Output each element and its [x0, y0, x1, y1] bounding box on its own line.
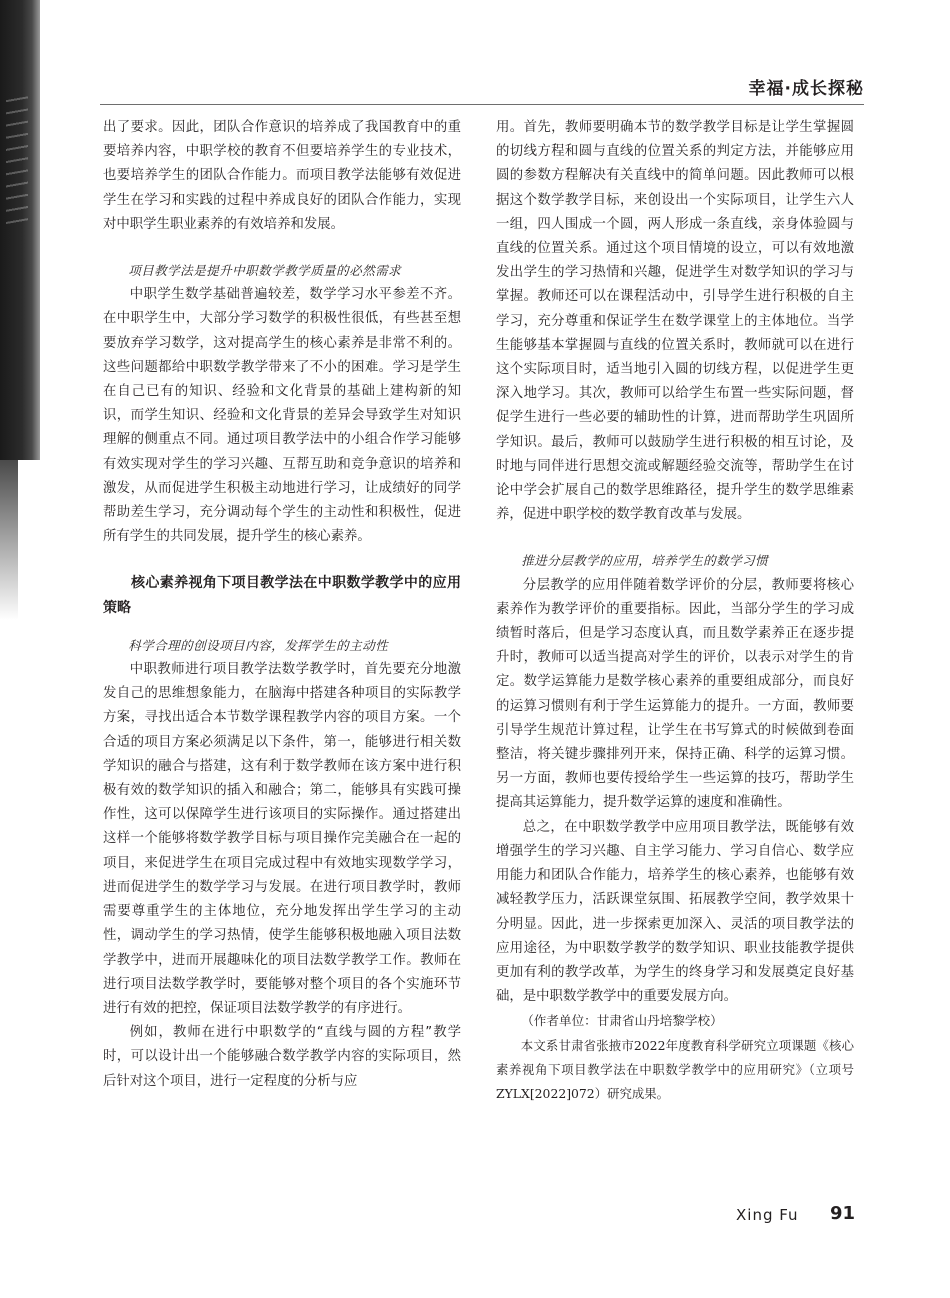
photo-edge-strip — [0, 0, 40, 460]
right-paragraph-1: 用。首先，教师要明确本节的数学教学目标是让学生掌握圆的切线方程和圆与直线的位置关系的判定方法，并能够应用圆的参数方程解决有关直线中的简单问题。因此教师可以根据这个数学教学目标，来创设出一个实际项目，让学生六人一组，四人围成一个圆，两人形成一条直线，亲身体验圆与直线的位置关系。通过这个项目情境的设立，可以有效地激发出学生的学习热情和兴趣，促进学生对数学知识的学习与掌握。教师还可以在课程活动中，引导学生进行积极的自主学习，充分尊重和保证学生在数学课堂上的主体地位。当学生能够基本掌握圆与直线的位置关系时，教师就可以在进行这个实际项目时，适当地引入圆的切线方程，以促进学生更深入地学习。其次，教师可以给学生布置一些实际问题，督促学生进行一些必要的辅助性的计算，进而帮助学生巩固所学知识。最后，教师可以鼓励学生进行积极的相互讨论，及时地与同伴进行思想交流或解题经验交流等，帮助学生在讨论中学会扩展自己的数学思维路径，提升学生的数学思维素养，促进中职学校的数学教育改革与发展。 — [496, 120, 854, 523]
right-paragraph-3: 总之，在中职数学教学中应用项目教学法，既能够有效增强学生的学习兴趣、自主学习能力、学习自信心、数学应用能力和团队合作能力，培养学生的核心素养，也能够有效减轻教学压力，活跃课堂氛围、拓展教学空间，教学效果十分明显。因此，进一步探索更加深入、灵活的项目教学法的应用途径，为中职数学教学的数学知识、职业技能教学提供更加有利的教学改革，为学生的终身学习和发展奠定良好基础，是中职数学教学中的重要发展方向。 — [496, 819, 854, 1005]
left-column — [103, 116, 461, 1094]
subheading-layered-teaching: 推进分层教学的应用，培养学生的数学习惯 — [521, 553, 769, 569]
subheading-project-content: 科学合理的创设项目内容，发挥学生的主动性 — [128, 637, 389, 653]
footer-brand: Xing Fu — [736, 1206, 799, 1224]
left-paragraph-1: 出了要求。因此，团队合作意识的培养成了我国教育中的重要培养内容，中职学校的教育不但要培养学生的专业技术，也要培养学生的团队合作能力。而项目教学法能够有效促进学生在学习和实践的过程中养成良好的团队合作能力，实现对中职学生职业素养的有效培养和发展。 — [103, 120, 461, 232]
funding-note: 本文系甘肃省张掖市2022年度教育科学研究立项课题《核心素养视角下项目教学法在中职数学教学中的应用研究》（立项号ZYLX[2022]072）研究成果。 — [496, 1037, 854, 1101]
section-heading-strategies: 核心素养视角下项目教学法在中职数学教学中的应用策略 — [103, 575, 461, 616]
left-paragraph-2: 中职学生数学基础普遍较差，数学学习水平参差不齐。在中职学生中，大部分学习数学的积极性很低，有些甚至想要放弃学习数学，这对提高学生的核心素养是非常不利的。这些问题都给中职数学教学带来了不小的困难。学习是学生在自己已有的知识、经验和文化背景的基础上建构新的知识，而学生知识、经验和文化背景的差异会导致学生对知识理解的侧重点不同。通过项目教学法中的小组合作学习能够有效实现对学生的学习兴趣、互帮互助和竞争意识的培养和激发，从而促进学生积极主动地进行学习，让成绩好的同学帮助差生学习，充分调动每个学生的主动性和积极性，促进所有学生的共同发展，提升学生的核心素养。 — [103, 287, 461, 545]
left-paragraph-3: 中职教师进行项目教学法数学教学时，首先要充分地激发自己的思维想象能力，在脑海中搭建各种项目的实际教学方案，寻找出适合本节数学课程教学内容的项目方案。一个合适的项目方案必须满足以下条件，第一，能够进行相关数学知识的融合与搭建，这有利于数学教师在该方案中进行积极有效的数学知识的插入和融合；第二，能够具有实践可操作性，这可以保障学生进行该项目的实际操作。通过搭建出这样一个能够将数学教学目标与项目操作完美融合在一起的项目，来促进学生在项目完成过程中有效地实现数学学习，进而促进学生的数学学习与发展。在进行项目教学时，教师需要尊重学生的主体地位，充分地发挥出学生学习的主动性，调动学生的学习热情，使学生能够积极地融入项目法数学教学中，进而开展趣味化的项目法数学教学工作。教师在进行项目法数学教学时，要能够对整个项目的各个实施环节进行有效的把控，保证项目法数学教学的有序进行。 — [103, 662, 461, 1016]
header-divider — [100, 104, 864, 105]
section-header-title: 幸福·成长探秘 — [748, 79, 864, 99]
subheading-necessity: 项目教学法是提升中职数学教学质量的必然需求 — [128, 263, 402, 279]
left-paragraph-4: 例如，教师在进行中职数学的“直线与圆的方程”教学时，可以设计出一个能够融合数学教学内容的实际项目，然后针对这个项目，进行一定程度的分析与应 — [103, 1025, 461, 1089]
right-paragraph-2: 分层教学的应用伴随着数学评价的分层，教师要将核心素养作为教学评价的重要指标。因此，当部分学生的学习成绩暂时落后，但是学习态度认真，而且数学素养正在逐步提升时，教师可以适当提高对学生的评价，以表示对学生的肯定。数学运算能力是数学核心素养的重要组成部分，而良好的运算习惯则有利于学生运算能力的提升。一方面，教师要引导学生规范计算过程，让学生在书写算式的时候做到卷面整洁，将关键步骤排列开来，保持正确、科学的运算习惯。另一方面，教师也要传授给学生一些运算的技巧，帮助学生提高其运算能力，提升数学运算的速度和准确性。 — [496, 577, 854, 811]
page-number: 91 — [830, 1203, 856, 1224]
author-affiliation: （作者单位：甘肃省山丹培黎学校） — [521, 1013, 723, 1029]
right-column — [496, 116, 854, 1106]
